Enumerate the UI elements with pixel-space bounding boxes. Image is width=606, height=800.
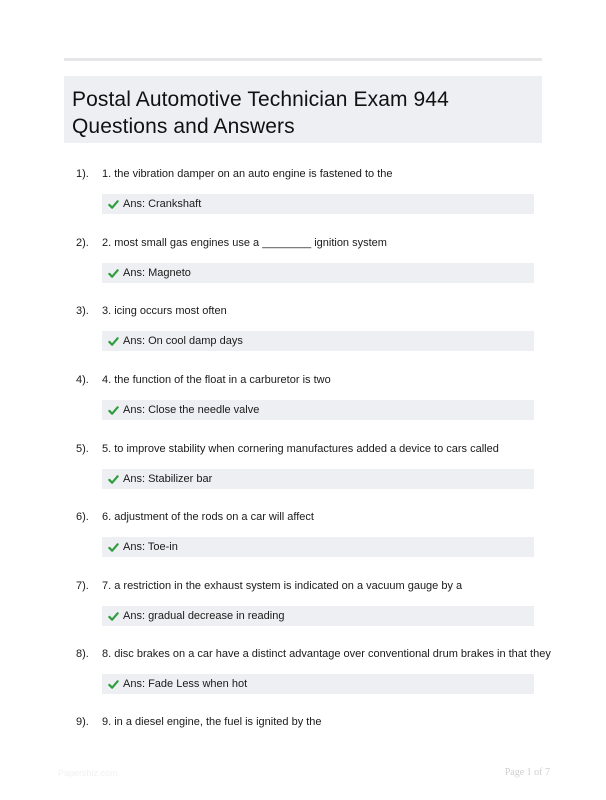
question-text: 4. the function of the float in a carburetor is two: [102, 374, 331, 386]
question-item: [64, 236, 542, 296]
check-icon: [108, 199, 119, 210]
answer-box: [102, 469, 534, 489]
question-number: 2).: [76, 237, 89, 249]
check-icon: [108, 268, 119, 279]
question-number: 1).: [76, 168, 89, 180]
title-banner: [64, 76, 542, 143]
question-item: [64, 167, 542, 227]
check-icon: [108, 611, 119, 622]
answer-box: [102, 537, 534, 557]
answer-text: Ans: Crankshaft: [123, 198, 202, 210]
question-text: 1. the vibration damper on an auto engine is fastened to the: [102, 168, 393, 180]
question-item: [64, 442, 542, 502]
answer-text: Ans: Stabilizer bar: [123, 473, 213, 485]
question-text: 2. most small gas engines use a ________ ignition system: [102, 237, 387, 249]
answer-box: [102, 674, 534, 694]
question-text: 8. disc brakes on a car have a distinct advantage over conventional drum brakes in that they: [102, 648, 551, 660]
question-item: [64, 715, 542, 735]
answer-text: Ans: Toe-in: [123, 541, 178, 553]
answer-box: [102, 194, 534, 214]
answer-text: Ans: Magneto: [123, 267, 191, 279]
answer-text: Ans: Close the needle valve: [123, 404, 260, 416]
question-item: [64, 579, 542, 639]
question-number: 6).: [76, 511, 89, 523]
answer-box: [102, 606, 534, 626]
question-number: 4).: [76, 374, 89, 386]
question-item: [64, 510, 542, 570]
question-number: 7).: [76, 580, 89, 592]
question-item: [64, 373, 542, 433]
page-title-line-1: Postal Automotive Technician Exam 944: [72, 88, 449, 111]
question-number: 5).: [76, 443, 89, 455]
question-text: 6. adjustment of the rods on a car will affect: [102, 511, 314, 523]
check-icon: [108, 336, 119, 347]
answer-text: Ans: On cool damp days: [123, 335, 243, 347]
question-number: 8).: [76, 648, 89, 660]
answer-box: [102, 331, 534, 351]
answer-text: Ans: gradual decrease in reading: [123, 610, 285, 622]
page-title-line-2: Questions and Answers: [72, 115, 295, 138]
answer-box: [102, 400, 534, 420]
page-number: Page 1 of 7: [504, 767, 550, 778]
question-text: 7. a restriction in the exhaust system is indicated on a vacuum gauge by a: [102, 580, 463, 592]
check-icon: [108, 679, 119, 690]
answer-box: [102, 263, 534, 283]
check-icon: [108, 542, 119, 553]
check-icon: [108, 474, 119, 485]
answer-text: Ans: Fade Less when hot: [123, 678, 248, 690]
question-text: 3. icing occurs most often: [102, 305, 227, 317]
check-icon: [108, 405, 119, 416]
question-number: 9).: [76, 716, 89, 728]
footer-watermark: Papersbiz.com: [58, 768, 118, 778]
question-item: [64, 647, 551, 707]
question-item: [64, 304, 542, 364]
question-number: 3).: [76, 305, 89, 317]
question-text: 9. in a diesel engine, the fuel is ignited by the: [102, 716, 322, 728]
question-text: 5. to improve stability when cornering manufactures added a device to cars called: [102, 443, 499, 455]
top-divider: [64, 58, 542, 61]
